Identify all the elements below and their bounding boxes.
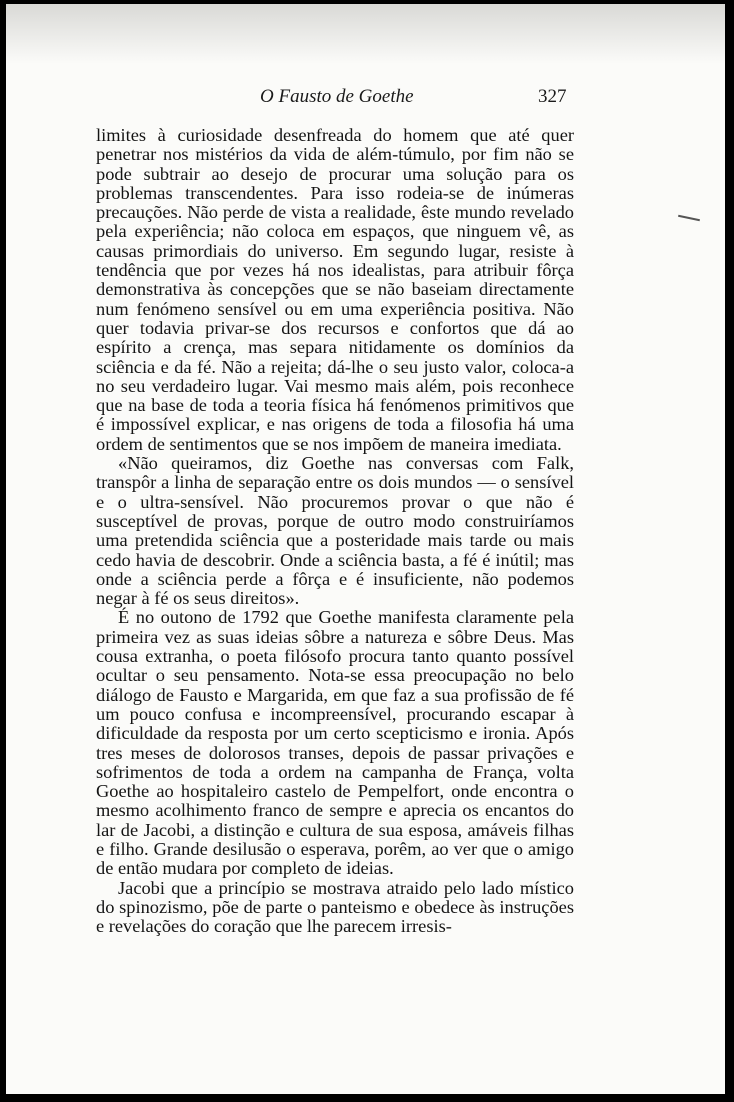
paragraph-2: «Não queiramos, diz Goethe nas conversas com Falk, transpôr a linha de separação entre os dois mundos — o sensível e o ultra-sensível. Não procuremos provar o que não é susceptível de provas, porque de outro modo construiríamos uma pretendida sciência que a posteridade mais tarde ou mais cedo havia de descobrir. Onde a sciência basta, a fé é inútil; mas onde a sciência perde a fôrça e é insuficiente, não podemos negar à fé os seus direitos». xyxy=(96,453,574,609)
running-title: O Fausto de Goethe xyxy=(260,86,414,107)
margin-pencil-mark xyxy=(678,215,700,222)
scan-shadow xyxy=(6,4,725,64)
paragraph-1: limites à curiosidade desenfreada do homem que até quer penetrar nos mistérios da vida de além-túmulo, por fim não se pode subtrair ao desejo de procurar uma solução para os problemas transcendentes. Para isso rodeia-se de inúmeras precauções. Não perde de vista a realidade, êste mundo revelado pela experiência; não coloca em espaços, que ninguem vê, as causas primordiais do universo. Em segundo lugar, resiste à tendência que por vezes há nos idealistas, para atribuir fôrça demonstrativa às concepções que se não baseiam directamente num fenómeno sensível ou em uma experiência positiva. Não quer todavia privar-se dos recursos e confortos que dá ao espírito a crença, mas separa nitidamente os domínios da sciência e da fé. Não a rejeita; dá-lhe o seu justo valor, coloca-a no seu verdadeiro lugar. Vai mesmo mais além, pois reconhece que na base de toda a teoria física há fenómenos primitivos que é impossível explicar, e nas origens de toda a filosofia há uma ordem de sentimentos que se nos impõem de maneira imediata. xyxy=(96,125,574,454)
paragraph-3: É no outono de 1792 que Goethe manifesta claramente pela primeira vez as suas ideias sôbre a natureza e sôbre Deus. Mas cousa extranha, o poeta filósofo procura tanto quanto possível ocultar o seu pensamento. Nota-se essa preocupação no belo diálogo de Fausto e Margarida, em que faz a sua profissão de fé um pouco confusa e incompreensível, procurando escapar à dificuldade da resposta por um certo scepticismo e ironia. Após tres meses de dolorosos transes, depois de passar privações e sofrimentos de toda a ordem na campanha de França, volta Goethe ao hospitaleiro castelo de Pempelfort, onde encontra o mesmo acolhimento franco de sempre e aprecia os encantos do lar de Jacobi, a distinção e cultura de sua esposa, amáveis filhas e filho. Grande desilusão o esperava, porêm, ao ver que o amigo de então mudara por completo de ideias. xyxy=(96,607,574,879)
page-number: 327 xyxy=(538,86,567,107)
book-page xyxy=(6,4,725,1094)
body-text xyxy=(96,126,574,936)
paragraph-4: Jacobi que a princípio se mostrava atraido pelo lado místico do spinozismo, põe de parte o panteismo e obedece às instruções e revelações do coração que lhe parecem irresis- xyxy=(96,877,574,937)
